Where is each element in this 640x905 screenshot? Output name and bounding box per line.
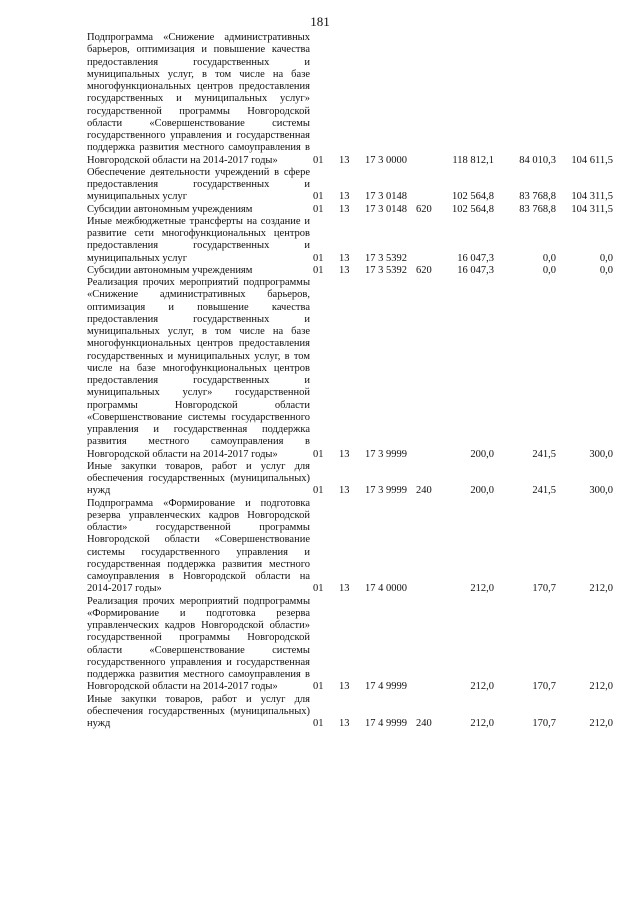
target-article-code: 17 3 0148: [365, 203, 407, 215]
amount-2016: 84 010,3: [519, 154, 556, 166]
item-name: Иные закупки товаров, работ и услуг для обеспечения государственных (муниципальных) нужд: [87, 693, 310, 729]
amount-2016: 241,5: [532, 485, 556, 497]
amount-2017: 212,0: [589, 583, 613, 595]
amount-2015: 102 564,8: [452, 203, 494, 215]
section-code: 01: [313, 203, 324, 215]
expense-type-code: 240: [416, 718, 432, 729]
subsection-code: 13: [339, 485, 350, 497]
target-article-code: 17 3 9999: [365, 448, 407, 460]
section-code: 01: [313, 681, 324, 693]
amount-2017: 0,0: [599, 264, 613, 276]
subsection-code: 13: [339, 681, 350, 693]
amount-2016: 241,5: [532, 448, 556, 460]
amount-2015: 212,0: [470, 583, 494, 595]
item-name: Иные межбюджетные трансферты на создание и развитие сети многофункциональных центров предоставления государственных и муниципальных услуг: [87, 215, 310, 264]
item-name: Реализация прочих мероприятий подпрограммы «Снижение административных барьеров, оптимизация и повышение качества предоставления государственных и муниципальных услуг, в том числе на базе многофункциональных центров предоставления государственных и муниципальных услуг, в том числе на базе многофункциональных центров предоставления государственных и муниципальных услуг» государственной программы Новгородской области «Совершенствование системы государственного управления и государственная поддержка развития местного самоуправления в Новгородской области на 2014-2017 годы»: [87, 277, 310, 460]
section-code: 01: [313, 485, 324, 497]
subsection-code: 13: [339, 583, 350, 595]
section-code: 01: [313, 448, 324, 460]
section-code: 01: [313, 583, 324, 595]
amount-2015: 212,0: [470, 681, 494, 693]
subsection-code: 13: [339, 264, 350, 276]
amount-2016: 83 768,8: [519, 191, 556, 203]
target-article-code: 17 3 9999: [365, 485, 407, 497]
amount-2017: 104 311,5: [571, 203, 613, 215]
subsection-code: 13: [339, 203, 350, 215]
amount-2017: 212,0: [589, 718, 613, 729]
target-article-code: 17 3 5392: [365, 264, 407, 276]
amount-2015: 102 564,8: [452, 191, 494, 203]
table-row: [0, 277, 640, 461]
target-article-code: 17 4 0000: [365, 583, 407, 595]
expense-type-code: 240: [416, 485, 432, 497]
item-name: Подпрограмма «Формирование и подготовка резерва управленческих кадров Новгородской области» государственной программы Новгородской области «Совершенствование системы государственного управления и государственная поддержка развития местного самоуправления в Новгородской области на 2014-2017 годы»: [87, 497, 310, 595]
expense-type-code: 620: [416, 203, 432, 215]
amount-2016: 83 768,8: [519, 203, 556, 215]
amount-2017: 104 611,5: [571, 154, 613, 166]
amount-2016: 0,0: [542, 264, 556, 276]
table-row: [0, 694, 640, 731]
section-code: 01: [313, 718, 324, 729]
amount-2015: 16 047,3: [457, 252, 494, 264]
section-code: 01: [313, 264, 324, 276]
amount-2016: 170,7: [532, 681, 556, 693]
amount-2015: 200,0: [470, 448, 494, 460]
table-row: [0, 461, 640, 498]
amount-2015: 16 047,3: [457, 264, 494, 276]
table-row: [0, 265, 640, 277]
table-row: [0, 596, 640, 694]
amount-2016: 0,0: [542, 252, 556, 264]
item-name: Обеспечение деятельности учреждений в сфере предоставления государственных и муниципальных услуг: [87, 166, 310, 203]
subsection-code: 13: [339, 191, 350, 203]
amount-2017: 300,0: [589, 448, 613, 460]
amount-2015: 118 812,1: [452, 154, 494, 166]
item-name: Реализация прочих мероприятий подпрограммы «Формирование и подготовка резерва управленческих кадров Новгородской области» государственной программы Новгородской области «Совершенствование системы государственного управления и государственная поддержка развития местного самоуправления в Новгородской области на 2014-2017 годы»: [87, 595, 310, 693]
amount-2017: 300,0: [589, 485, 613, 497]
target-article-code: 17 4 9999: [365, 681, 407, 693]
target-article-code: 17 3 0000: [365, 154, 407, 166]
target-article-code: 17 3 0148: [365, 191, 407, 203]
subsection-code: 13: [339, 252, 350, 264]
subsection-code: 13: [339, 448, 350, 460]
amount-2017: 212,0: [589, 681, 613, 693]
amount-2015: 212,0: [470, 718, 494, 729]
table-row: [0, 32, 640, 167]
table-row: [0, 498, 640, 596]
page-number: 181: [310, 14, 330, 29]
amount-2017: 104 311,5: [571, 191, 613, 203]
budget-table: [0, 32, 640, 730]
amount-2017: 0,0: [599, 252, 613, 264]
section-code: 01: [313, 154, 324, 166]
section-code: 01: [313, 191, 324, 203]
target-article-code: 17 4 9999: [365, 718, 407, 729]
item-name: Субсидии автономным учреждениям: [87, 264, 253, 276]
item-name: Иные закупки товаров, работ и услуг для обеспечения государственных (муниципальных) нужд: [87, 460, 310, 497]
subsection-code: 13: [339, 718, 350, 729]
subsection-code: 13: [339, 154, 350, 166]
item-name: Подпрограмма «Снижение административных барьеров, оптимизация и повышение качества предоставления государственных и муниципальных услуг, в том числе на базе многофункциональных центров предоставления государственных и муниципальных услуг» государственной программы Новгородской области «Совершенствование системы государственного управления и государственная поддержка развития местного самоуправления в Новгородской области на 2014-2017 годы»: [87, 32, 310, 166]
table-row: [0, 216, 640, 265]
section-code: 01: [313, 252, 324, 264]
amount-2016: 170,7: [532, 583, 556, 595]
target-article-code: 17 3 5392: [365, 252, 407, 264]
table-row: [0, 204, 640, 216]
amount-2015: 200,0: [470, 485, 494, 497]
table-row: [0, 167, 640, 204]
expense-type-code: 620: [416, 264, 432, 276]
amount-2016: 170,7: [532, 718, 556, 729]
item-name: Субсидии автономным учреждениям: [87, 203, 253, 215]
